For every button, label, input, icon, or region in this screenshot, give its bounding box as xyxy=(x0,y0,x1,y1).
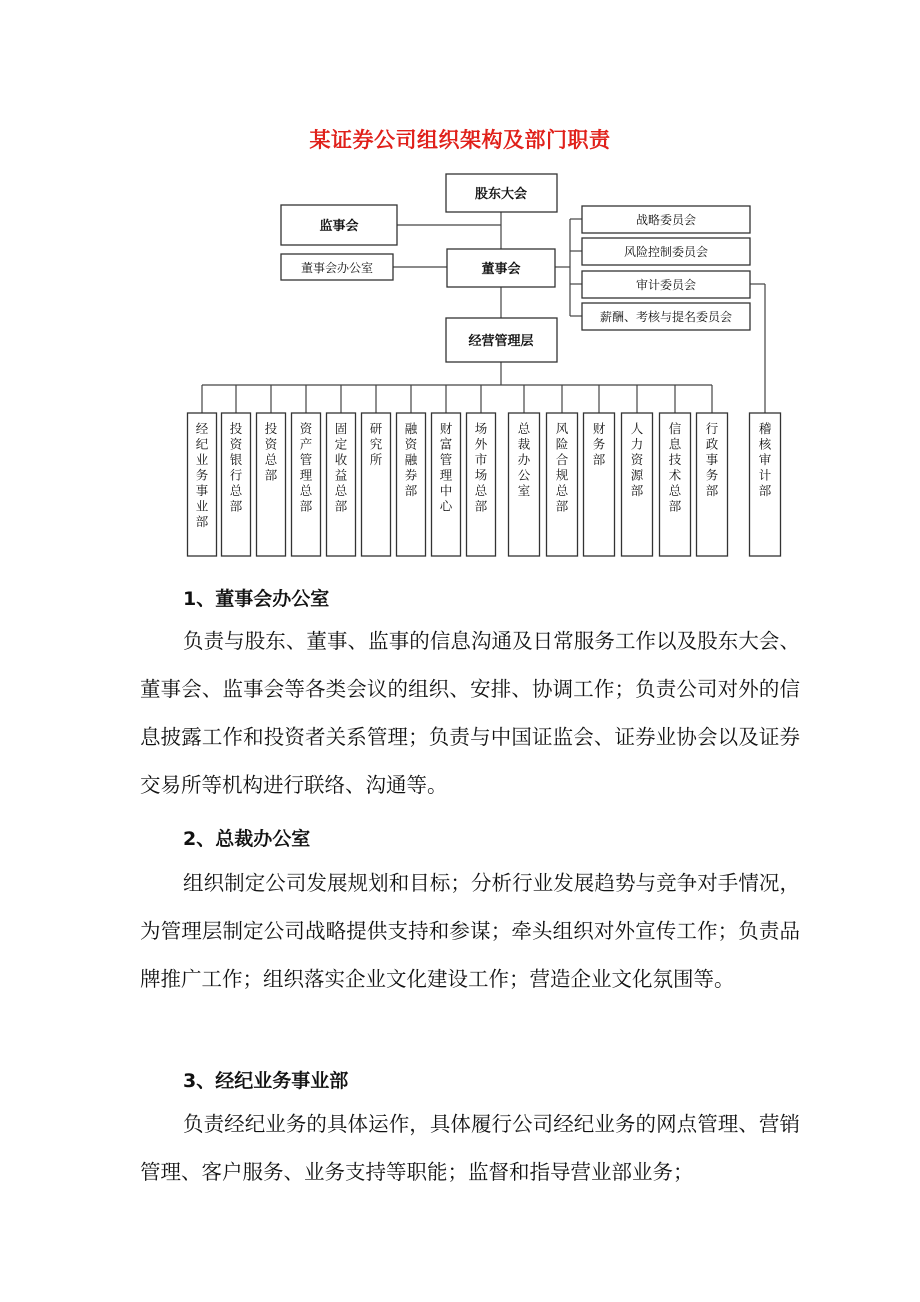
section-body: 负责与股东、董事、监事的信息沟通及日常服务工作以及股东大会、董事会、监事会等各类会议的组织、安排、协调工作；负责公司对外的信息披露工作和投资者关系管理；负责与中国证监会、证券业协会以及证券交易所等机构进行联络、沟通等。 xyxy=(140,629,800,797)
committee-label: 审计委员会 xyxy=(635,278,697,292)
department-label: 财富管理中心 xyxy=(439,421,453,514)
department-label: 总裁办公室 xyxy=(517,421,531,498)
org-chart xyxy=(0,0,920,570)
committee-label: 薪酬、考核与提名委员会 xyxy=(599,310,733,324)
section-body: 负责经纪业务的具体运作，具体履行公司经纪业务的网点管理、营销管理、客户服务、业务支持等职能；监督和指导营业部业务； xyxy=(140,1112,800,1184)
department-label: 信息技术总部 xyxy=(668,421,682,514)
page-title: 某证券公司组织架构及部门职责 xyxy=(309,127,611,152)
board-office-label: 董事会办公室 xyxy=(300,261,374,275)
section-body: 组织制定公司发展规划和目标；分析行业发展趋势与竞争对手情况，为管理层制定公司战略提供支持和参谋；牵头组织对外宣传工作；负责品牌推广工作；组织落实企业文化建设工作；营造企业文化氛围等。 xyxy=(140,871,800,991)
department-label: 经纪业务事业部 xyxy=(195,421,209,529)
section-heading: 3、经纪业务事业部 xyxy=(183,1070,349,1092)
department-label: 研究所 xyxy=(369,421,383,467)
department-label: 风险合规总部 xyxy=(555,421,569,514)
department-label: 行政事务部 xyxy=(705,421,719,498)
department-label: 场外市场总部 xyxy=(474,421,488,514)
department-label: 固定收益总部 xyxy=(334,421,348,514)
department-label: 稽核审计部 xyxy=(758,421,772,498)
committee-label: 风险控制委员会 xyxy=(623,245,709,259)
department-label: 资产管理总部 xyxy=(299,421,313,514)
committee-label: 战略委员会 xyxy=(635,213,697,227)
department-label: 投资银行总部 xyxy=(229,421,243,514)
department-label: 人力资源部 xyxy=(630,421,644,498)
department-label: 财务部 xyxy=(592,421,606,467)
section-heading: 1、董事会办公室 xyxy=(183,588,330,610)
shareholders-label: 股东大会 xyxy=(474,187,528,202)
supervisory-label: 监事会 xyxy=(319,219,359,234)
section-heading: 2、总裁办公室 xyxy=(183,828,311,850)
management-label: 经营管理层 xyxy=(468,334,534,349)
department-label: 投资总部 xyxy=(264,421,278,483)
department-label: 融资融券部 xyxy=(404,421,418,498)
board-label: 董事会 xyxy=(481,262,521,277)
